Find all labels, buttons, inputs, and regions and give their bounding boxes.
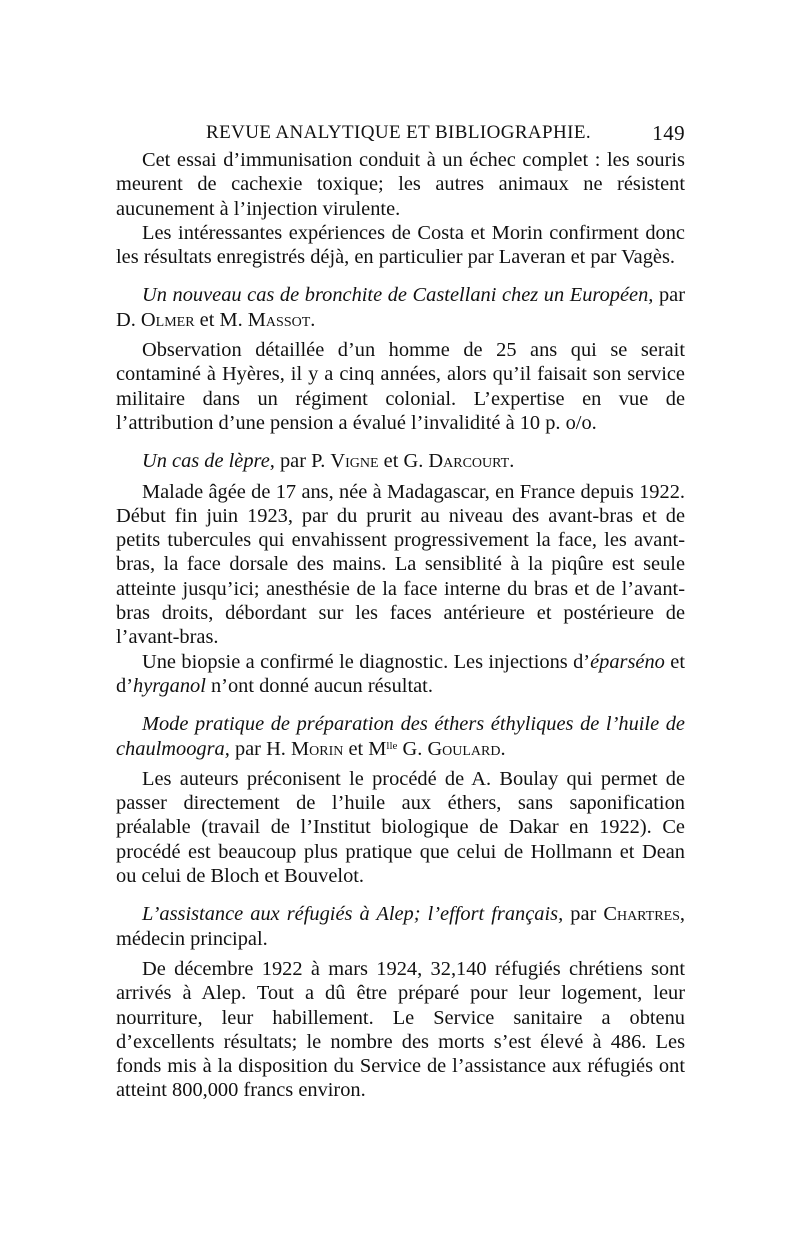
paragraph-refugies: De décembre 1922 à mars 1924, 32,140 réfugiés chrétiens sont arrivés à Alep. Tout a dû être préparé pour leur logement, leur nourriture, leur habillement. Le Service sanitaire a obtenu d’excellents résultats; le nombre des morts s’est élevé à 486. Les fonds mis à la disposition du Service de l’assistance aux réfugiés ont atteint 800,000 francs environ. [116,957,685,1102]
entry-title: Un nouveau cas de bronchite de Castellani chez un Européen, [142,284,654,307]
entry-heading-bronchite: Un nouveau cas de bronchite de Castellani chez un Européen, par D. Olmer et M. Massot. [116,284,685,331]
paragraph-costa-morin: Les intéressantes expériences de Costa et Morin confirment donc les résultats enregistrés déjà, en particulier par Laveran et par Vagès. [116,221,685,269]
entry-heading-alep: L’assistance aux réfugiés à Alep; l’effort français, par Chartres, médecin principal. [116,903,686,950]
paragraph-observation: Observation détaillée d’un homme de 25 ans qui se serait contaminé à Hyères, il y a cinq années, alors qu’il faisait son service militaire dans un régiment colonial. L’expertise en vue de l’attribution d’une pension a évalué l’invalidité à 10 p. o/o. [116,339,685,434]
paragraph-biopsie: Une biopsie a confirmé le diagnostic. Les injections d’éparséno et d’hyrganol n’ont donné aucun résultat. [116,650,685,697]
author-name: Vigne [330,450,379,473]
running-head [116,118,685,148]
entry-title: L’assistance aux réfugiés à Alep; l’effort français, [142,903,564,926]
entry-title: Un cas de lèpre, [142,450,275,473]
author-name: Chartres [603,903,680,926]
author-name: Massot [247,308,311,331]
author-name: Olmer [140,308,195,331]
page [116,118,685,1103]
entry-heading-chaulmoogra: Mode pratique de préparation des éthers éthyliques de l’huile de chaulmoogra, par H. Morin et $M^{lle}$ G. Goulard. [116,713,685,760]
paragraph-malade: Malade âgée de 17 ans, née à Madagascar, en France depuis 1922. Début fin juin 1923, par du prurit au niveau des avant-bras et de petits tubercules qui envahissent progressivement la face, les avant-bras, la face dorsale des mains. La sensiblité à la piqûre est seule atteinte jusqu’ici; anesthésie de la face interne du bras et de l’avant-bras droits, débordant sur les faces antérieure et postérieure de l’avant-bras. [116,480,685,649]
running-title: REVUE ANALYTIQUE ET BIBLIOGRAPHIE. [206,122,591,143]
author-name: Goulard [427,737,501,760]
entry-heading-lepre: Un cas de lèpre, par P. Vigne et G. Darcourt. [142,450,515,473]
entry-title: Mode pratique de préparation des éthers éthyliques de l’huile de chaulmoogra, [116,713,685,760]
page-number: 149 [652,121,685,145]
paragraph-boulay: Les auteurs préconisent le procédé de A. Boulay qui permet de passer directement de l’huile aux éthers, sans saponification préalable (travail de l’Institut biologique de Dakar en 1922). Ce procédé est beaucoup plus pratique que celui de Hollmann et Dean ou celui de Bloch et Bouvelot. [116,767,685,888]
paragraph-immunisation: Cet essai d’immunisation conduit à un échec complet : les souris meurent de cachexie toxique; les autres animaux ne résistent aucunement à l’injection virulente. [116,149,685,220]
author-name: Morin [291,737,344,760]
author-name: Darcourt [428,450,510,473]
